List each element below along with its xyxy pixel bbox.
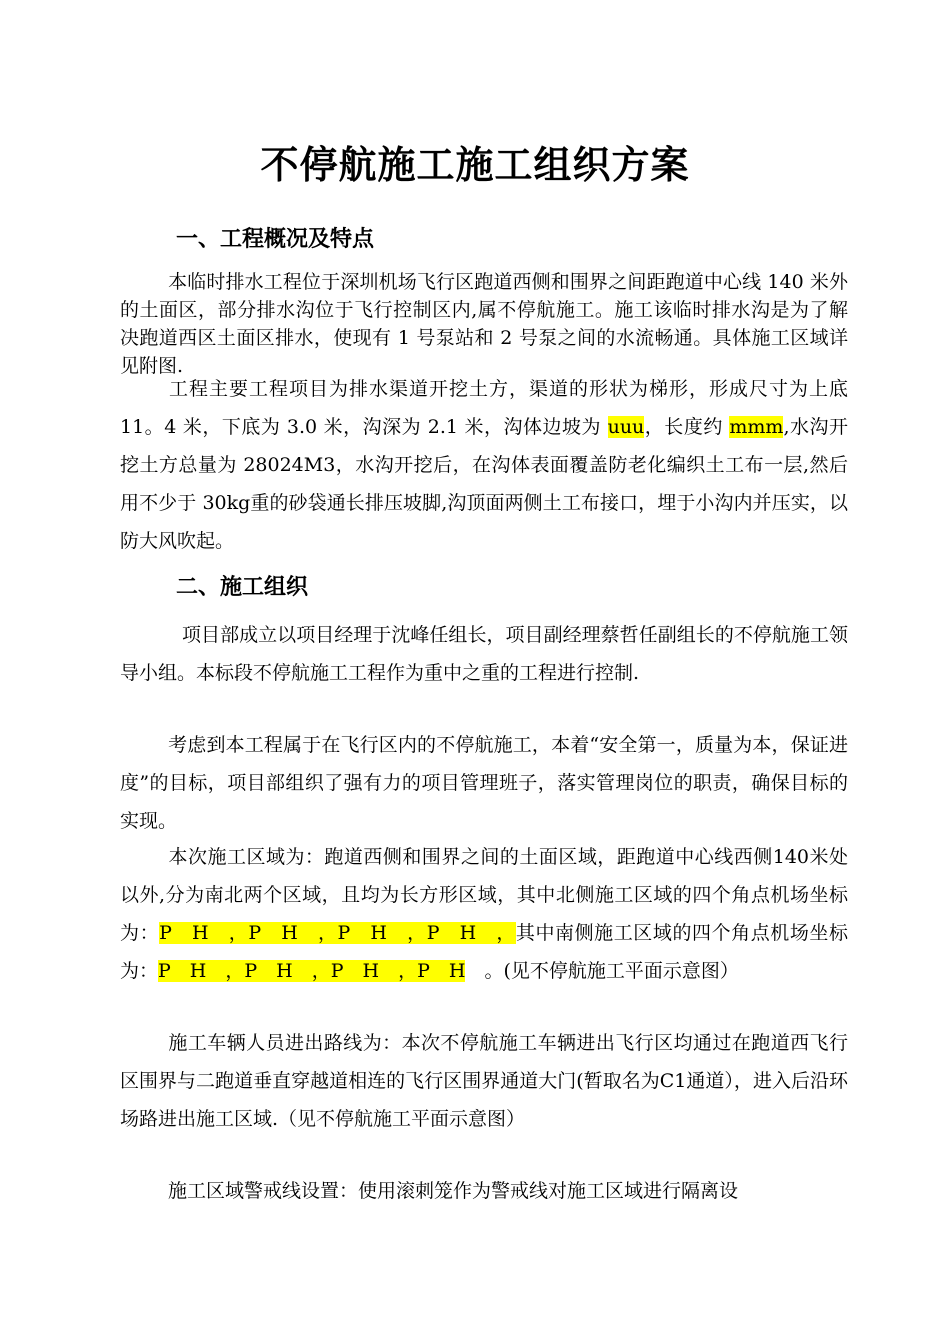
paragraph-overview-2 <box>120 370 848 560</box>
paragraph-text: 其中南侧施工区域的四个角点机场坐标为： <box>120 922 848 982</box>
paragraph-text: 本临时排水工程位于深圳机场飞行区跑道西侧和围界之间距跑道中心线 140 米外的土面区，部分排水沟位于飞行控制区内,属不停航施工。施工该临时排水沟是为了解决跑道西区土面区排水，使现有 1 号泵站和 2 号泵之间的水流畅通。具体施工区域详见附图. <box>120 271 848 377</box>
paragraph-text: 施工车辆人员进出路线为：本次不停航施工车辆进出飞行区均通过在跑道西飞行区围界与二跑道垂直穿越道相连的飞行区围界通道大门(暂取名为C1通道），进入后沿环场路进出施工区域.（见不停航施工平面示意图） <box>120 1032 848 1130</box>
paragraph-text: ，长度约 <box>644 416 730 438</box>
paragraph-text: 施工区域警戒线设置：使用滚刺笼作为警戒线对施工区域进行隔离设 <box>168 1180 739 1202</box>
highlight-placeholder-slope: uuu <box>607 416 645 438</box>
highlight-coords-south: P H ，P H ，P H ，P H <box>158 960 466 982</box>
paragraph-organization-4 <box>120 1024 848 1138</box>
paragraph-text: 考虑到本工程属于在飞行区内的不停航施工，本着“安全第一，质量为本，保证进度”的目标，项目部组织了强有力的项目管理班子，落实管理岗位的职责，确保目标的实现。 <box>120 734 848 832</box>
paragraph-text: 。(见不停航施工平面示意图） <box>465 960 739 982</box>
paragraph-text: 本次施工区域为：跑道西侧和围界之间的土面区域，距跑道中心线西侧140米处以外,分为南北两个区域，且均为长方形区域，其中北侧施工区域的四个角点机场坐标为： <box>120 846 848 944</box>
paragraph-organization-3 <box>120 838 848 990</box>
highlight-placeholder-length: mmm <box>729 416 784 438</box>
paragraph-organization-1 <box>120 616 848 692</box>
paragraph-text: 项目部成立以项目经理于沈峰任组长，项目副经理蔡哲任副组长的不停航施工领导小组。本标段不停航施工工程作为重中之重的工程进行控制. <box>120 624 848 684</box>
paragraph-organization-5 <box>120 1172 848 1210</box>
section-heading-organization: 二、施工组织 <box>176 575 309 600</box>
paragraph-text: 工程主要工程项目为排水渠道开挖土方，渠道的形状为梯形，形成尺寸为上底 11。4 米，下底为 3.0 米，沟深为 2.1 米，沟体边坡为 <box>120 378 848 438</box>
highlight-coords-north: P H ，P H ，P H ，P H ， <box>159 922 516 944</box>
paragraph-overview-1 <box>120 268 848 380</box>
paragraph-organization-2 <box>120 726 848 840</box>
section-heading-overview: 一、工程概况及特点 <box>176 227 375 252</box>
document-title: 不停航施工施工组织方案 <box>260 143 690 187</box>
paragraph-text: ,水沟开挖土方总量为 28024M3，水沟开挖后，在沟体表面覆盖防老化编织土工布一层,然后用不少于 30kg重的砂袋通长排压坡脚,沟顶面两侧土工布接口，埋于小沟内并压实，以防大风吹起。 <box>120 416 848 552</box>
